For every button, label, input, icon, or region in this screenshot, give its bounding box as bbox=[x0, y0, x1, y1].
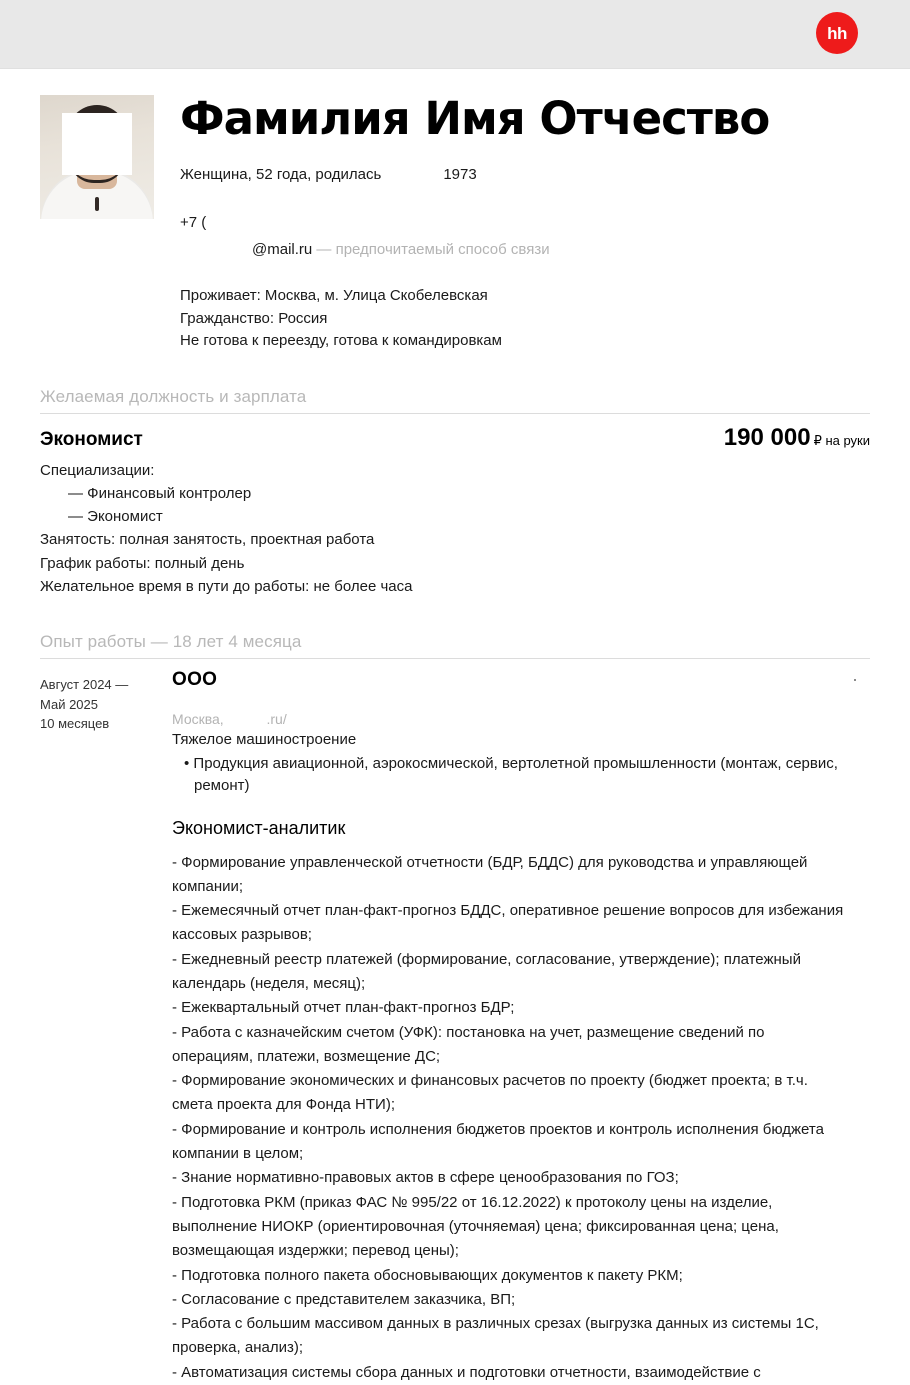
email-note: — предпочитаемый способ связи bbox=[316, 240, 550, 258]
duty-item: - Автоматизация системы сбора данных и подготовки отчетности, взаимодействие с bbox=[172, 1363, 761, 1381]
identity-details bbox=[154, 92, 870, 353]
date-start: Август 2024 — bbox=[40, 677, 129, 692]
company-city: Москва, bbox=[172, 711, 224, 727]
company-name: ООО bbox=[172, 669, 218, 690]
position-details bbox=[40, 459, 870, 599]
experience-entry bbox=[40, 669, 870, 1385]
section-title-desired: Желаемая должность и зарплата bbox=[40, 387, 870, 414]
specializations-label: Специализации: bbox=[40, 461, 155, 479]
industry-detail-line: • Продукция авиационной, аэрокосмической, вертолетной промышленности (монтаж, сервис, ремонт) bbox=[184, 754, 838, 794]
job-title: Экономист-аналитик bbox=[172, 817, 346, 838]
company-name-redaction-dot bbox=[854, 679, 856, 681]
company-location-site bbox=[172, 711, 846, 727]
experience-dates bbox=[40, 669, 172, 1385]
duty-item: - Подготовка РКМ (приказ ФАС № 995/22 от 16.12.2022) к протоколу цены на изделие, выполнение НИОКР (ориентировочная (уточняемая) цена; фиксированная цена; цена, возмещающая издержки; перевод цены); bbox=[172, 1193, 779, 1260]
duration: 10 месяцев bbox=[40, 716, 110, 731]
section-title-experience: Опыт работы — 18 лет 4 месяца bbox=[40, 632, 870, 659]
hh-logo-icon[interactable]: hh bbox=[816, 12, 858, 54]
specialization-item: — Экономист bbox=[68, 508, 163, 525]
specialization-item: — Финансовый контролер bbox=[68, 484, 252, 502]
date-end: Май 2025 bbox=[40, 696, 98, 712]
employment-line: Занятость: полная занятость, проектная работа bbox=[40, 531, 375, 549]
duty-item: - Ежеквартальный отчет план-факт-прогноз БДР; bbox=[172, 999, 515, 1017]
resume-page bbox=[0, 69, 910, 1385]
duty-item: - Формирование экономических и финансовых расчетов по проекту (бюджет проекта; в т.ч. смета проекта для Фонда НТИ); bbox=[172, 1072, 808, 1114]
salary bbox=[724, 424, 870, 452]
birth-year: 1973 bbox=[443, 166, 477, 184]
industry-line: Тяжелое машиностроение bbox=[172, 731, 357, 748]
duty-item: - Работа с казначейским счетом (УФК): постановка на учет, размещение сведений по операциям, платежи, возмещение ДС; bbox=[172, 1023, 765, 1065]
duty-item: - Формирование и контроль исполнения бюджетов проектов и контроль исполнения бюджета компании в целом; bbox=[172, 1120, 824, 1163]
duty-item: - Знание нормативно-правовых актов в сфере ценообразования по ГОЗ; bbox=[172, 1169, 679, 1187]
duty-item: - Ежедневный реестр платежей (формирование, согласование, утверждение); платежный календарь (неделя, месяц); bbox=[172, 950, 801, 992]
duty-item: - Подготовка полного пакета обосновывающих документов к пакету РКМ; bbox=[172, 1266, 683, 1284]
page-title: Фамилия Имя Отчество bbox=[180, 92, 770, 145]
relocation-line: Не готова к переезду, готова к командировкам bbox=[180, 332, 502, 349]
demographics-text: Женщина, 52 года, родилась bbox=[180, 166, 382, 184]
salary-currency: ₽ на руки bbox=[813, 432, 870, 448]
salary-amount: 190 000 bbox=[723, 423, 811, 451]
avatar-face-redaction bbox=[62, 113, 132, 175]
duty-item: - Согласование с представителем заказчика, ВП; bbox=[172, 1290, 516, 1308]
schedule-line: График работы: полный день bbox=[40, 554, 245, 572]
experience-body bbox=[172, 669, 870, 1385]
duty-item: - Ежемесячный отчет план-факт-прогноз БДДС, оперативное решение вопросов для избежания кассовых разрывов; bbox=[172, 902, 844, 944]
top-bar bbox=[0, 0, 910, 69]
citizenship-line: Гражданство: Россия bbox=[180, 309, 328, 327]
email-domain[interactable]: @mail.ru bbox=[252, 240, 313, 258]
duty-item: - Формирование управленческой отчетности (БДР, БДДС) для руководства и управляющей компании; bbox=[172, 853, 808, 895]
email-row bbox=[180, 239, 870, 262]
section-desired-position bbox=[40, 387, 870, 599]
residence-line: Проживает: Москва, м. Улица Скобелевская bbox=[180, 287, 488, 304]
identity-header bbox=[40, 69, 870, 353]
company-site-redacted bbox=[224, 711, 267, 727]
position-salary-row bbox=[40, 424, 870, 452]
contact-block bbox=[180, 212, 870, 261]
duty-item: - Работа с большим массивом данных в различных срезах (выгрузка данных из системы 1С, проверка, анализ); bbox=[172, 1315, 819, 1357]
company-site-suffix[interactable]: .ru/ bbox=[266, 711, 287, 727]
demographics-line bbox=[180, 164, 870, 186]
location-block bbox=[180, 285, 870, 353]
section-experience bbox=[40, 632, 870, 1385]
commute-line: Желательное время в пути до работы: не более часа bbox=[40, 577, 413, 595]
avatar-pendant bbox=[95, 197, 99, 211]
phone-value[interactable]: +7 ( bbox=[180, 214, 207, 231]
desired-position-title: Экономист bbox=[40, 428, 143, 450]
avatar bbox=[40, 95, 154, 219]
